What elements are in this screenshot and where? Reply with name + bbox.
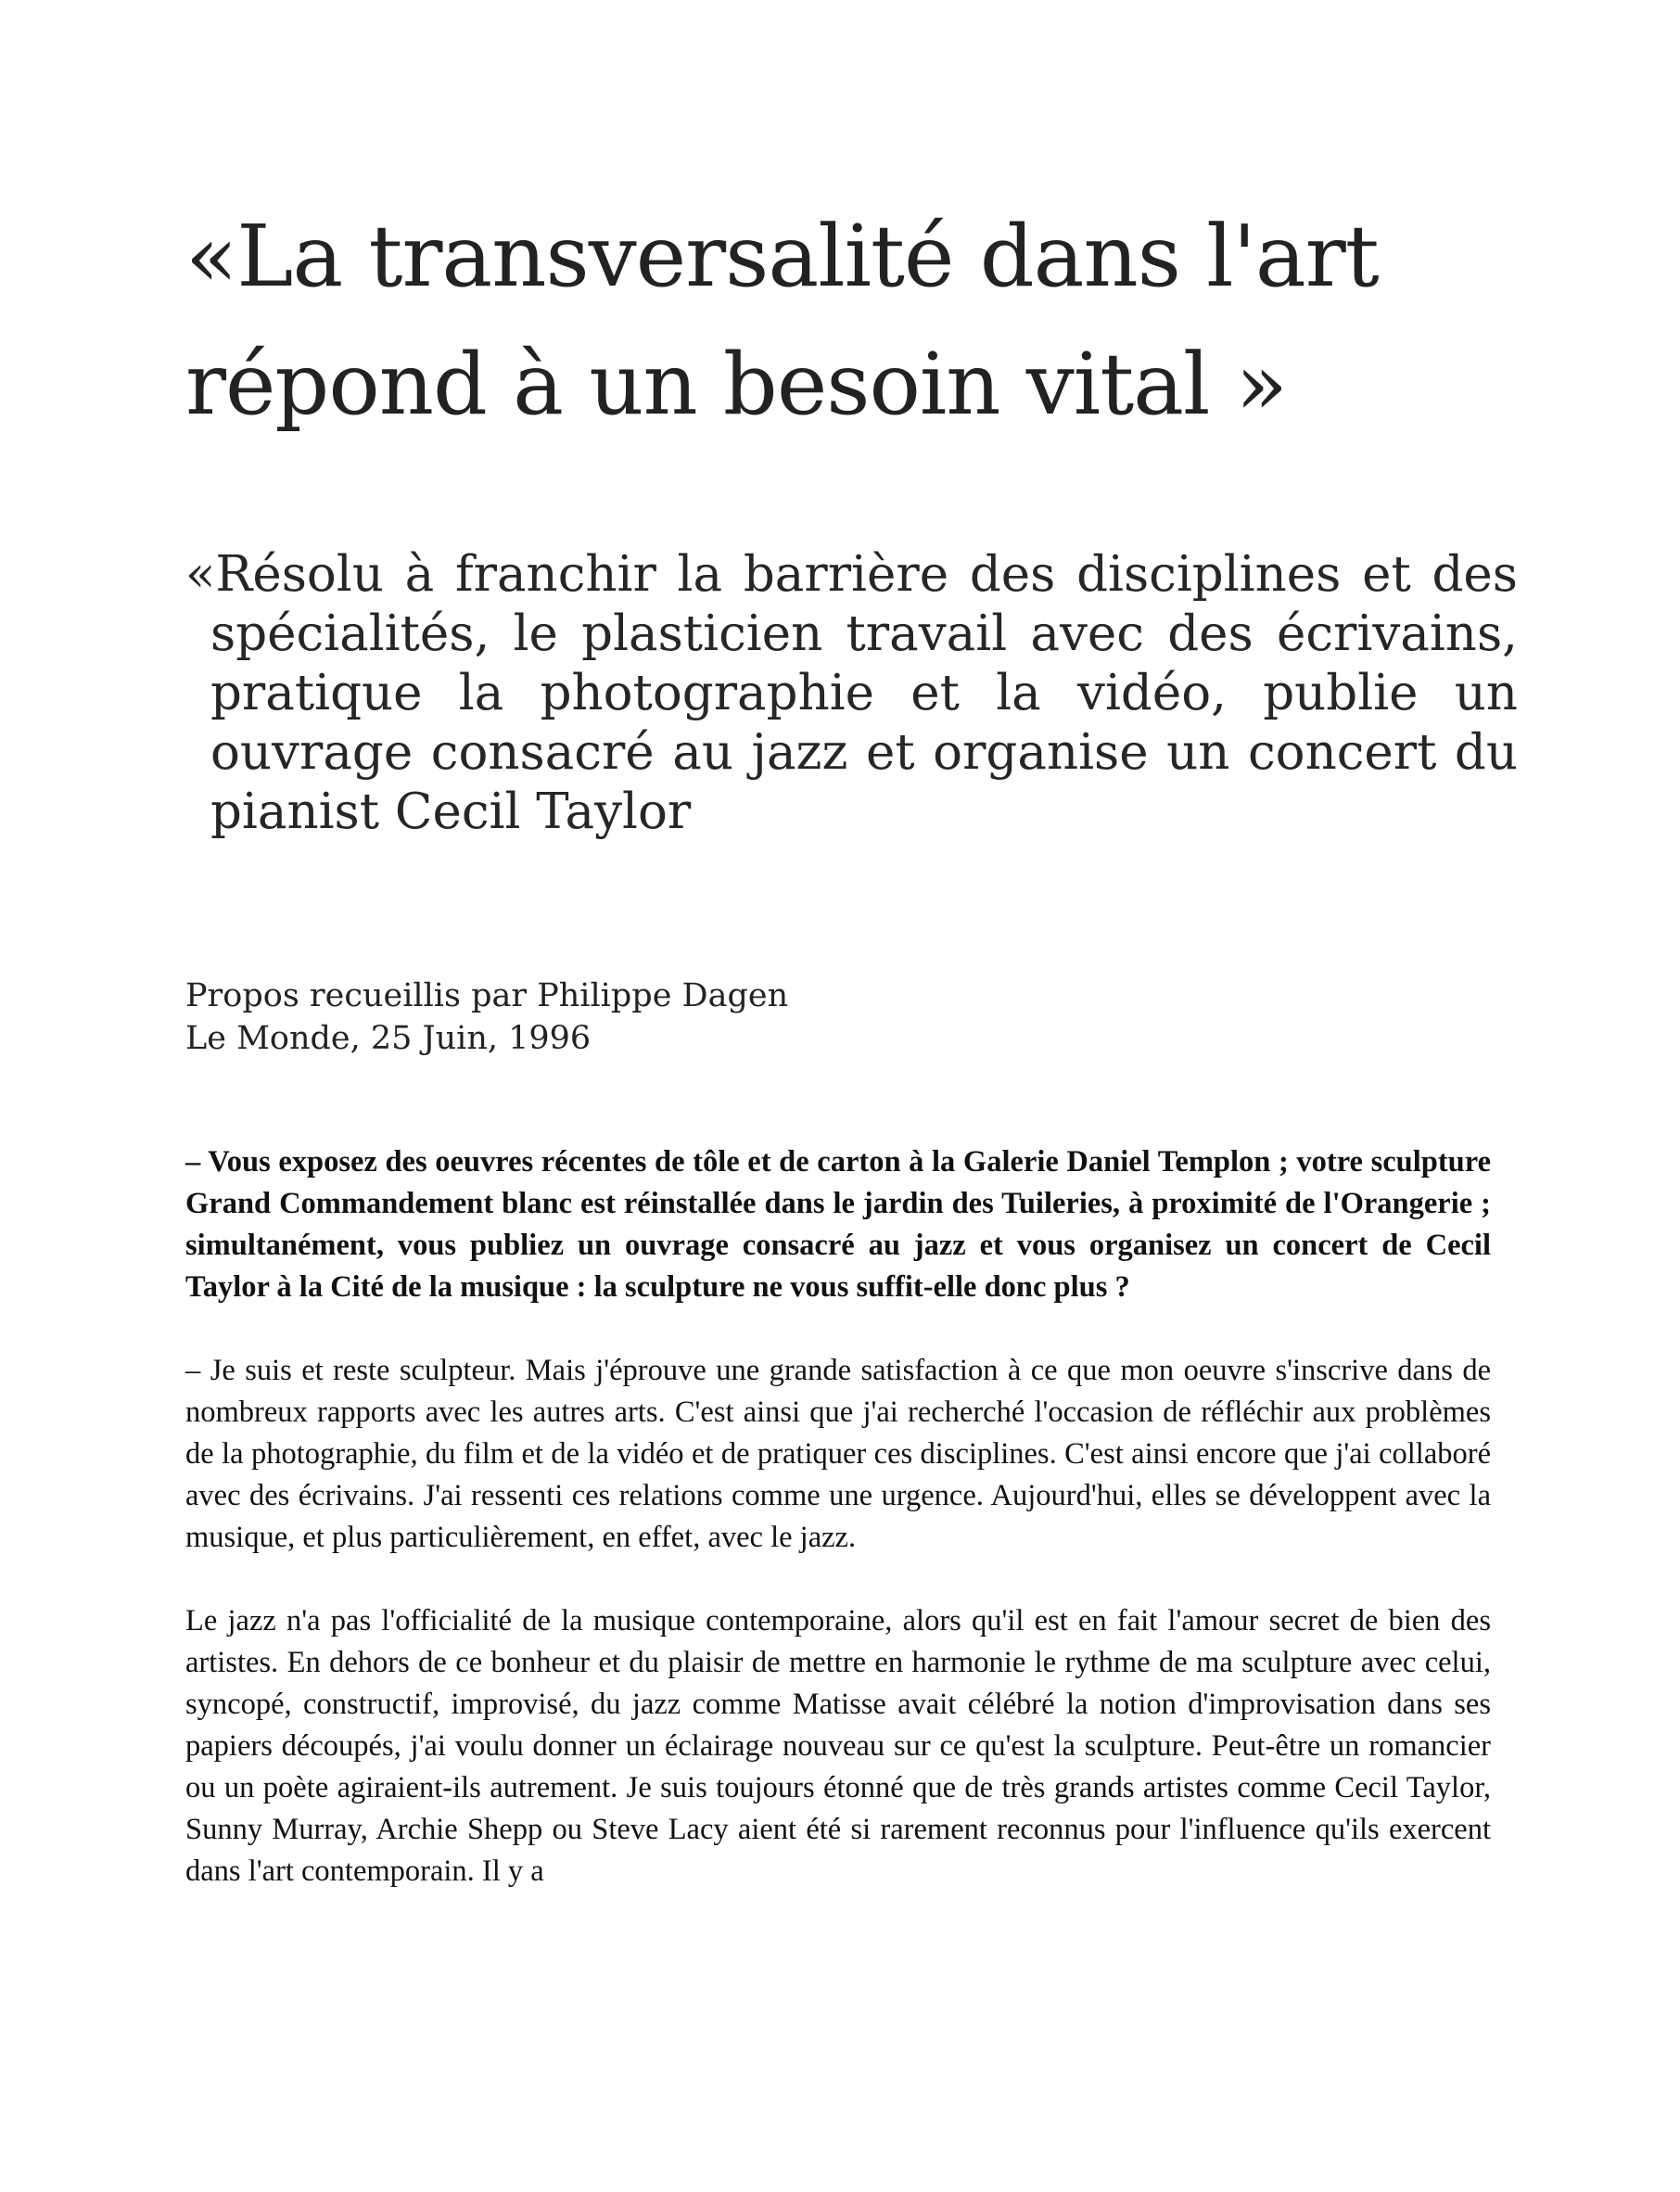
article-credits (185, 975, 1113, 1060)
interview-answer-continued: Le jazz n'a pas l'officialité de la musique contemporaine, alors qu'il est en fait l'amour secret de bien des artistes. En dehors de ce bonheur et du plaisir de mettre en harmonie le rythme de ma sculpture avec celui, syncopé, constructif, improvisé, du jazz comme Matisse avait célébré la notion d'improvisation dans ses papiers découpés, j'ai voulu donner un éclairage nouveau sur ce qu'est la sculpture. Peut-être un romancier ou un poète agiraient-ils autrement. Je suis toujours étonné que de très grands artistes comme Cecil Taylor, Sunny Murray, Archie Shepp ou Steve Lacy aient été si rarement reconnus pour l'influence qu'ils exercent dans l'art contemporain. Il y a (185, 1604, 1491, 1888)
title-line-2: répond à un besoin vital » (185, 335, 1287, 434)
interview-question: – Vous exposez des oeuvres récentes de tôle et de carton à la Galerie Daniel Templon ; votre sculpture Grand Commandement blanc est réinstallée dans le jardin des Tuileries, à proximité de l'Orangerie ; simultanément, vous publiez un ouvrage consacré au jazz et vous organisez un concert de Cecil Taylor à la Cité de la musique : la sculpture ne vous suffit-elle donc plus ? (185, 1145, 1491, 1304)
credit-source: Le Monde, 25 Juin, 1996 (185, 1020, 592, 1057)
article-title (185, 193, 1528, 449)
credit-author: Propos recueillis par Philippe Dagen (185, 977, 789, 1014)
interview-answer: – Je suis et reste sculpteur. Mais j'éprouve une grande satisfaction à ce que mon oeuvre s'inscrive dans de nombreux rapports avec les autres arts. C'est ainsi que j'ai recherché l'occasion de réfléchir aux problèmes de la photographie, du film et de la vidéo et de pratiquer ces disciplines. C'est ainsi encore que j'ai collaboré avec des écrivains. J'ai ressenti ces relations comme une urgence. Aujourd'hui, elles se développent avec la musique, et plus particulièrement, en effet, avec le jazz. (185, 1354, 1491, 1554)
title-line-1: «La transversalité dans l'art (185, 207, 1379, 306)
article-standfirst: «Résolu à franchir la barrière des disciplines et des spécialités, le plasticien travail avec des écrivains, pratique la photographie et la vidéo, publie un ouvrage consacré au jazz et organise un concert du pianist Cecil Taylor (185, 546, 1518, 840)
article-body (185, 1141, 1491, 1934)
